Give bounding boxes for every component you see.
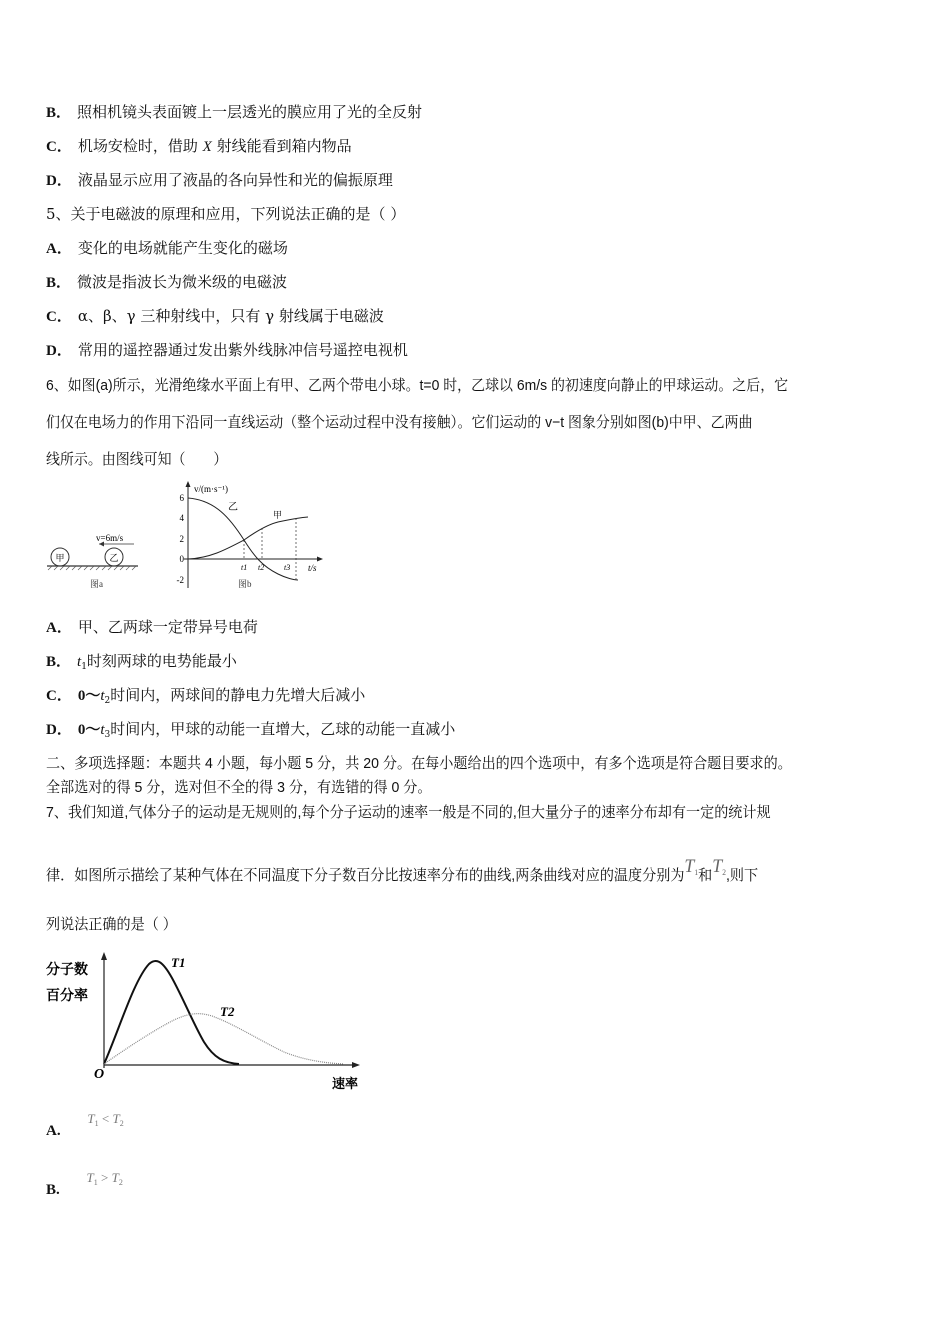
q6-stem-line2: 们仅在电场力的作用下沿同一直线运动（整个运动过程中没有接触）。它们运动的 v−t 图象分别如图(b)中甲、乙两曲 (46, 414, 753, 431)
q6-option-c (46, 685, 365, 711)
q6-option-d (46, 719, 455, 745)
ball-jia-label: 甲 (55, 553, 65, 563)
option-text: 照相机镜头表面镀上一层透光的膜应用了光的全反射 (77, 103, 423, 121)
option-label: A． (46, 241, 72, 257)
option-text-pre: 机场安检时，借助 (77, 137, 203, 155)
option-text: 时刻两球的电势能最小 (86, 652, 237, 670)
y-tick: 2 (179, 534, 184, 544)
y-axis-label: v/(m·s⁻¹) (194, 484, 228, 494)
option-label: B． (46, 105, 72, 121)
curve-t2 (104, 1014, 344, 1064)
q4-option-d (46, 170, 393, 191)
y-label-line1: 分子数 (46, 961, 88, 977)
stem-text: 律．如图所示描绘了某种气体在不同温度下分子数百分比按速率分布的曲线,两条曲线对应的温度分别为 (46, 867, 685, 884)
curve-t1-label: T1 (171, 955, 186, 970)
option-label: A. (46, 1123, 61, 1139)
option-text: α、β、γ 三种射线中，只有 γ 射线属于电磁波 (77, 307, 384, 325)
option-label: D． (46, 343, 72, 359)
q5-option-a (46, 238, 288, 259)
q7-option-b (46, 1170, 123, 1205)
section2-heading-line2: 全部选对的得 5 分，选对但不全的得 3 分，有选错的得 0 分。 (46, 779, 432, 796)
option-var: t (100, 688, 105, 704)
option-label: C． (46, 309, 72, 325)
y-tick: -2 (176, 575, 184, 585)
figure-speed-distribution (44, 950, 374, 1095)
q4-option-b (46, 102, 422, 123)
q5-option-d (46, 340, 408, 361)
option-text: 时间内，甲球的动能一直增大，乙球的动能一直减小 (110, 720, 456, 738)
x-tick-t2: t2 (258, 563, 265, 572)
t1-symbol: $T_1$ (684, 856, 699, 877)
option-text: 甲、乙两球一定带异号电荷 (77, 618, 258, 636)
q6-option-b (46, 651, 237, 677)
q5-option-c (46, 306, 384, 327)
option-text: 液晶显示应用了液晶的各向异性和光的偏振原理 (77, 171, 393, 189)
q7-stem-line1: 7、我们知道,气体分子的运动是无规则的,每个分子运动的速率一般是不同的,但大量分子的速率分布却有一定的统计规 (46, 804, 771, 821)
x-tick-t3: t3 (284, 563, 291, 572)
figure-b-vt-graph (170, 478, 330, 593)
option-label: B. (46, 1182, 60, 1198)
option-text: 时间内，两球间的静电力先增大后减小 (110, 686, 366, 704)
q6-stem-line1: 6、如图(a)所示，光滑绝缘水平面上有甲、乙两个带电小球。t=0 时，乙球以 6m/s 的初速度向静止的甲球运动。之后，它 (46, 377, 789, 394)
origin-label: O (94, 1067, 105, 1082)
q6-option-a (46, 617, 258, 638)
q6-stem-line3: 线所示。由图线可知（ ） (46, 451, 228, 468)
y-tick: 4 (179, 513, 184, 523)
option-text: 微波是指波长为微米级的电磁波 (77, 273, 288, 291)
curve-yi-label: 乙 (228, 502, 238, 513)
option-var: t (77, 654, 82, 670)
curve-t2-label: T2 (220, 1004, 235, 1019)
option-sub: 3 (104, 730, 111, 740)
t2-symbol: $T_2$ (712, 856, 726, 877)
stem-text: ,则下 (725, 867, 759, 884)
x-axis-label: t/s (308, 563, 317, 573)
x-tick-t1: t1 (241, 563, 248, 572)
option-text: 常用的遥控器通过发出紫外线脉冲信号遥控电视机 (77, 341, 408, 359)
curve-t1 (104, 961, 239, 1064)
option-var: X (202, 139, 212, 155)
option-label: D． (46, 722, 72, 738)
option-expression: $T_1 > T_2$ (86, 1170, 123, 1187)
x-label: 速率 (332, 1076, 359, 1091)
option-pre: 0～ (77, 688, 101, 704)
y-tick: 6 (179, 493, 184, 503)
q4-option-c (46, 136, 352, 157)
option-label: B． (46, 654, 72, 670)
figure-a-caption: 图a (90, 579, 103, 589)
option-expression: $T_1 < T_2$ (87, 1111, 124, 1128)
figure-a (44, 478, 144, 593)
velocity-label: v=6m/s (96, 533, 124, 543)
y-label-line2: 百分率 (46, 987, 88, 1003)
section2-heading-line1: 二、多项选择题：本题共 4 小题，每小题 5 分，共 20 分。在每小题给出的四个选项中，有多个选项是符合题目要求的。 (46, 755, 792, 772)
stem-text: 和 (698, 867, 713, 884)
q5-option-b (46, 272, 287, 293)
y-tick: 0 (179, 554, 184, 564)
option-label: C． (46, 688, 72, 704)
curve-jia (188, 517, 308, 559)
option-var: t (100, 722, 105, 738)
option-label: A． (46, 620, 72, 636)
figure-b-caption: 图b (238, 579, 252, 589)
q7-option-a (46, 1111, 124, 1146)
q5-stem: 5、关于电磁波的原理和应用，下列说法正确的是（ ） (46, 205, 406, 223)
option-text: 变化的电场就能产生变化的磁场 (77, 239, 288, 257)
ball-yi-label: 乙 (109, 553, 119, 563)
option-pre: 0～ (77, 722, 101, 738)
option-label: D． (46, 173, 72, 189)
q7-stem-line3: 列说法正确的是（ ） (46, 916, 177, 933)
option-label: C． (46, 139, 72, 155)
option-label: B． (46, 275, 72, 291)
curve-jia-label: 甲 (273, 510, 283, 520)
option-text-post: 射线能看到箱内物品 (211, 137, 352, 155)
q7-stem-line2 (46, 856, 759, 891)
option-sub: 1 (81, 662, 87, 672)
option-sub: 2 (104, 696, 111, 706)
